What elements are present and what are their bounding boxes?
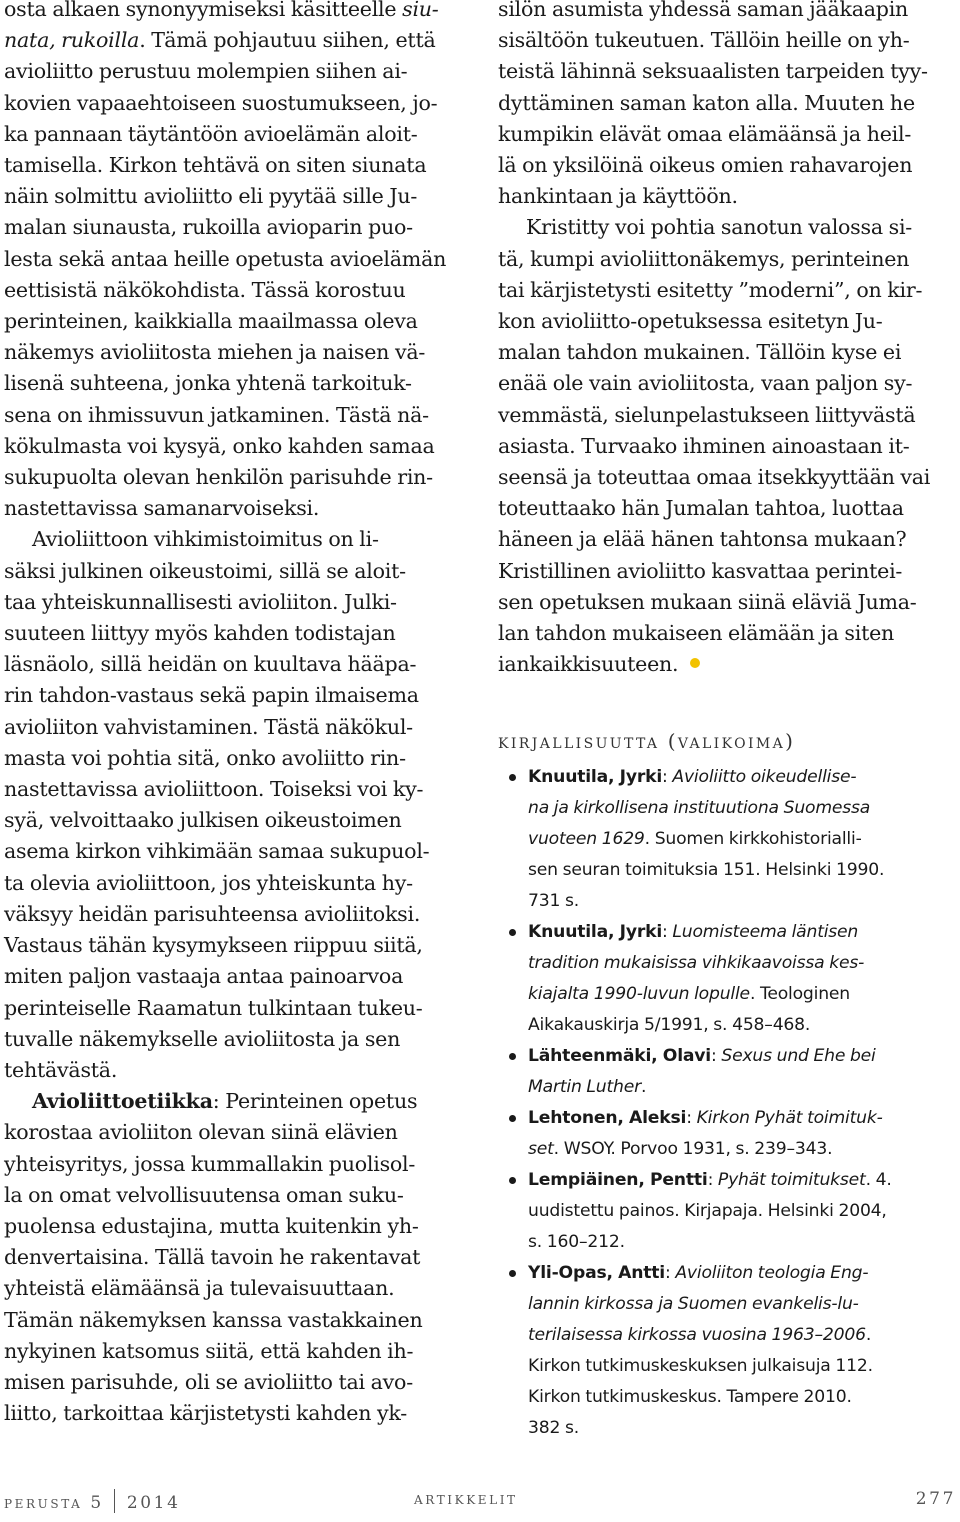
literature-list — [498, 762, 960, 1444]
paragraph: Kristitty voi pohtia sanotun valossa si- tä, kumpi avioliittonäkemys, perinteinen tai kärjistetysti esitetty ”moderni”, on kir- kon avioliitto-opetuksessa esitetyn Ju- malan tahdon mukainen. Tällöin kyse ei enää ole vain avioliitosta, vaan paljon sy- vemmästä, sielunpelastukseen liittyvästä asiasta. Turvaako ihminen ainoastaan it- seensä ja toteuttaa omaa itsekkyyttään vai toteuttaako hän Jumalan tahtoa, luottaa häneen ja elää hänen tahtonsa mukaan? Kristillinen avioliitto kasvattaa perintei- sen opetuksen mukaan siinä eläviä Juma- lan tahdon mukaiseen elämään ja siten iankaikkisuuteen. — [498, 215, 931, 677]
literature-item: Knuutila, Jyrki: Avioliitto oikeudellise- na ja kirkollisena instituutiona Suomessa vuoteen 1629. Suomen kirkkohistorialli- sen seuran toimituksia 151. Helsinki 1990. 731 s. — [498, 762, 960, 917]
paragraph: osta alkaen synonyymiseksi käsitteelle siu- nata, rukoilla. Tämä pohjautuu siihen, että avioliitto perustuu molempien siihen ai- kovien vapaaehtoiseen suostumukseen, jo- ka pannaan täytäntöön avioelämän aloit- tamisella. Kirkon tehtävä on siten siunata näin solmittu avioliitto eli pyytää sille Ju- malan siunausta, rukoilla avioparin puo- lesta sekä antaa heille opetusta avioelämän eettisistä näkökohdista. Tässä korostuu perinteinen, kaikkialla maailmassa oleva näkemys avioliitosta miehen ja naisen vä- lisenä suhteena, jonka yhtenä tarkoituk- sena on ihmissuvun jatkaminen. Tästä nä- kökulmasta voi kysyä, onko kahden samaa sukupuolta olevan henkilön parisuhde rin- nastettavissa samanarvoiseksi. — [4, 0, 447, 521]
paragraph: Avioliittoetiikka: Perinteinen opetus korostaa avioliiton olevan siinä elävien yhteisyritys, jossa kummallakin puolisol- la on omat velvollisuutensa oman suku- puolensa edustajina, mutta kuitenkin yh- denvertaisina. Tällä tavoin he rakentavat yhteistä elämäänsä ja tulevaisuuttaan. Tämän näkemyksen kanssa vastakkainen nykyinen katsomus siitä, että kahden ih- misen parisuhde, oli se avioliitto tai avo- liitto, tarkoittaa kärjistetysti kahden yk- — [4, 1089, 423, 1426]
literature-item: Yli-Opas, Antti: Avioliiton teologia Eng- lannin kirkossa ja Suomen evankelis-lu- terilaisessa kirkossa vuosina 1963–2006. Kirkon tutkimuskeskuksen julkaisuja 112. Kirkon tutkimuskeskus. Tampere 2010. 382 s. — [498, 1258, 960, 1444]
paragraph: Avioliittoon vihkimistoimitus on li- säksi julkinen oikeustoimi, sillä se aloit- taa yhteiskunnallisesti avioliiton. Julki- suuteen liittyy myös kahden todistajan läsnäolo, sillä heidän on kuultava hääpa- rin tahdon-vastaus sekä papin ilmaisema avioliiton vahvistaminen. Tästä näkökul- masta voi pohtia sitä, onko avoliitto rin- nastettavissa avioliittoon. Toiseksi voi ky- syä, velvoittaako julkisen oikeustoimen asema kirkon vihkimään samaa sukupuol- ta olevia avioliittoon, jos yhteiskunta hy- väksyy heidän parisuhteensa avioliitoksi. Vastaus tähän kysymykseen riippuu siitä, miten paljon vastaaja antaa painoarvoa perinteiselle Raamatun tulkintaan tukeu- tuvalle näkemykselle avioliitosta ja sen tehtävästä. — [4, 527, 430, 1082]
paragraph: silön asumista yhdessä saman jääkaapin sisältöön tukeutuen. Tällöin heille on yh- teistä lähinnä seksuaalisten tarpeiden tyy- dyttäminen saman katon alla. Muuten he kumpikin elävät omaa elämäänsä ja heil- lä on yksilöinä oikeus omien rahavarojen hankintaan ja käyttöön. — [498, 0, 928, 209]
literature-item: Lempiäinen, Pentti: Pyhät toimitukset. 4. uudistettu painos. Kirjapaja. Helsinki 2004, s. 160–212. — [498, 1165, 960, 1258]
page-footer — [4, 1489, 956, 1519]
footer-divider — [114, 1489, 115, 1513]
page-number: 277 — [915, 1489, 956, 1509]
left-column — [4, 0, 466, 1429]
end-of-article-dot-icon — [690, 658, 700, 668]
literature-heading: kirjallisuutta (valikoima) — [498, 729, 796, 754]
footer-journal: perusta 5 2014 — [4, 1489, 181, 1513]
right-column — [498, 0, 960, 1444]
literature-item: Knuutila, Jyrki: Luomisteema läntisen tradition mukaisissa vihkikaavoissa kes- kiajalta 1990-luvun lopulle. Teologinen Aikakauskirja 5/1991, s. 458–468. — [498, 917, 960, 1041]
literature-item: Lehtonen, Aleksi: Kirkon Pyhät toimituk- set. WSOY. Porvoo 1931, s. 239–343. — [498, 1103, 960, 1165]
term-heading: Avioliittoetiikka — [32, 1089, 213, 1114]
literature-item: Lähteenmäki, Olavi: Sexus und Ehe bei Martin Luther. — [498, 1041, 960, 1103]
footer-section: artikkelit — [414, 1489, 518, 1509]
